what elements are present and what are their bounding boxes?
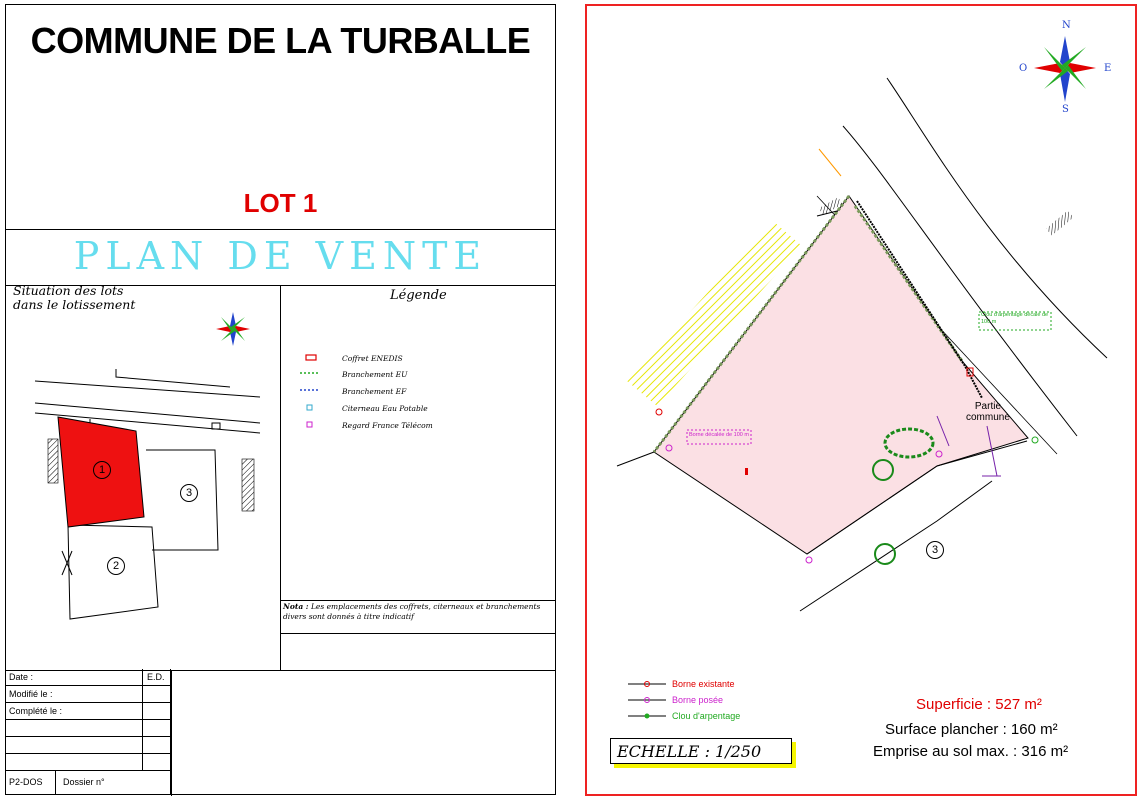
lot-number-2: 2 <box>107 557 125 575</box>
ed-label: E.D. <box>147 672 165 682</box>
dossier-label: Dossier n° <box>63 777 105 787</box>
right-legend-item: Borne existante <box>672 679 735 689</box>
right-legend-item: Borne posée <box>672 695 724 705</box>
plan-title: PLAN DE VENTE <box>73 234 488 278</box>
right-legend-item: Clou d'arpentage <box>672 711 741 721</box>
note <box>283 602 548 622</box>
legend-item: Citerneau Eau Potable <box>342 404 428 413</box>
legend-symbol-regard <box>307 422 312 427</box>
emprise-text: Emprise au sol max. : 316 m² <box>873 743 1069 760</box>
legend-item: Regard France Télécom <box>342 421 433 430</box>
compass-icon <box>212 308 254 350</box>
modifie-label: Modifié le : <box>9 689 53 699</box>
compass-s: S <box>1062 104 1069 115</box>
lot-title: LOT 1 <box>243 188 318 218</box>
title-block <box>5 669 171 795</box>
neighbor-lot-number: 3 <box>926 541 944 559</box>
compass-icon <box>1030 30 1100 108</box>
date-label: Date : <box>9 672 34 682</box>
situation-line: Situation des lots <box>13 283 124 298</box>
superficie-text: Superficie : 527 m² <box>916 696 1042 713</box>
note-label: Nota : <box>283 602 309 611</box>
clou-label: Clou d'arpentage décalé de 100 m <box>981 312 1049 325</box>
divider <box>280 285 281 670</box>
compass-o: O <box>1019 63 1028 74</box>
partie-commune-line: commune <box>966 412 1010 423</box>
partie-commune-line: Partie <box>974 401 1002 412</box>
legend-symbol-enedis <box>306 355 316 360</box>
commune-title: COMMUNE DE LA TURBALLE <box>30 20 531 61</box>
lot-number-3: 3 <box>180 484 198 502</box>
situation-caption <box>13 284 135 312</box>
divider <box>280 600 556 601</box>
right-legend-symbols <box>626 678 670 722</box>
echelle-box: ECHELLE : 1/250 <box>610 738 792 764</box>
legend-item: Branchement EU <box>342 370 408 379</box>
compass-e: E <box>1104 63 1112 74</box>
legend-title: Légende <box>390 288 447 303</box>
legend-symbol-citerneau <box>307 405 312 410</box>
lot-number-1: 1 <box>93 461 111 479</box>
complete-label: Complété le : <box>9 706 63 716</box>
legend-item: Branchement EF <box>342 387 407 396</box>
divider <box>6 229 555 230</box>
divider <box>280 633 556 634</box>
note-text: Les emplacements des coffrets, citerneaux et branchements divers sont donnés à titre indicatif <box>283 602 541 621</box>
legend-symbols <box>298 353 338 433</box>
legend-item: Coffret ENEDIS <box>342 354 403 363</box>
compass-n: N <box>1062 20 1071 31</box>
lot-plan <box>587 6 1135 794</box>
p2dos-label: P2-DOS <box>9 777 43 787</box>
surface-plancher-text: Surface plancher : 160 m² <box>885 721 1058 738</box>
borne-label: Borne décalée de 100 m <box>689 432 749 438</box>
situation-map <box>30 365 270 625</box>
partie-commune-label <box>966 401 1010 423</box>
divider <box>171 670 172 796</box>
situation-line: dans le lotissement <box>13 297 136 312</box>
